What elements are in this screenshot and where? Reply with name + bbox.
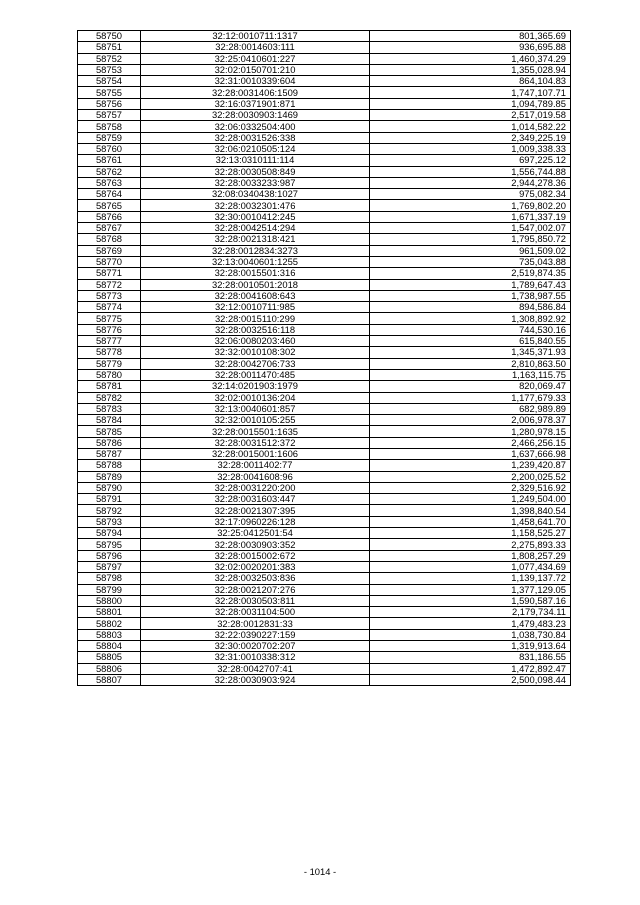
cadastral-number-cell: 32:28:0031512:372 — [141, 437, 370, 448]
value-amount-cell: 1,547,002.07 — [370, 223, 571, 234]
cadastral-number-cell: 32:14:0201903:1979 — [141, 381, 370, 392]
value-amount-cell: 1,795,850.72 — [370, 234, 571, 245]
cadastral-number-cell: 32:30:0020702:207 — [141, 641, 370, 652]
table-row — [78, 403, 571, 414]
cadastral-number-cell: 32:28:0015501:316 — [141, 268, 370, 279]
row-number-cell: 58771 — [78, 268, 141, 279]
value-amount-cell: 1,479,483.23 — [370, 618, 571, 629]
value-amount-cell: 682,989.89 — [370, 403, 571, 414]
table-row — [78, 369, 571, 380]
value-amount-cell: 1,319,913.64 — [370, 641, 571, 652]
row-number-cell: 58792 — [78, 505, 141, 516]
row-number-cell: 58784 — [78, 415, 141, 426]
row-number-cell: 58765 — [78, 200, 141, 211]
row-number-cell: 58772 — [78, 279, 141, 290]
row-number-cell: 58802 — [78, 618, 141, 629]
row-number-cell: 58775 — [78, 313, 141, 324]
cadastral-number-cell: 32:28:0032301:476 — [141, 200, 370, 211]
cadastral-number-cell: 32:28:0031104:500 — [141, 607, 370, 618]
cadastral-number-cell: 32:12:0010711:1317 — [141, 31, 370, 42]
value-amount-cell: 1,345,371.93 — [370, 347, 571, 358]
cadastral-number-cell: 32:25:0412501:54 — [141, 528, 370, 539]
value-amount-cell: 1,769,802.20 — [370, 200, 571, 211]
table-row — [78, 674, 571, 685]
cadastral-number-cell: 32:28:0015110:299 — [141, 313, 370, 324]
value-amount-cell: 1,789,647.43 — [370, 279, 571, 290]
value-amount-cell: 894,586.84 — [370, 302, 571, 313]
table-row — [78, 234, 571, 245]
value-amount-cell: 975,082.34 — [370, 189, 571, 200]
row-number-cell: 58783 — [78, 403, 141, 414]
table-row — [78, 641, 571, 652]
table-row — [78, 381, 571, 392]
cadastral-number-cell: 32:28:0012834:3273 — [141, 245, 370, 256]
cadastral-number-cell: 32:02:0010136:204 — [141, 392, 370, 403]
row-number-cell: 58800 — [78, 595, 141, 606]
cadastral-number-cell: 32:28:0014603:111 — [141, 42, 370, 53]
cadastral-number-cell: 32:28:0032503:836 — [141, 573, 370, 584]
row-number-cell: 58782 — [78, 392, 141, 403]
table-row — [78, 663, 571, 674]
cadastral-number-cell: 32:28:0030903:1469 — [141, 110, 370, 121]
row-number-cell: 58758 — [78, 121, 141, 132]
value-amount-cell: 2,179,734.11 — [370, 607, 571, 618]
value-amount-cell: 801,365.69 — [370, 31, 571, 42]
value-amount-cell: 744,530.16 — [370, 324, 571, 335]
row-number-cell: 58754 — [78, 76, 141, 87]
value-amount-cell: 936,695.88 — [370, 42, 571, 53]
row-number-cell: 58803 — [78, 629, 141, 640]
cadastral-number-cell: 32:28:0011402:77 — [141, 460, 370, 471]
row-number-cell: 58750 — [78, 31, 141, 42]
row-number-cell: 58774 — [78, 302, 141, 313]
row-number-cell: 58806 — [78, 663, 141, 674]
cadastral-number-cell: 32:28:0030503:811 — [141, 595, 370, 606]
table-row — [78, 132, 571, 143]
value-amount-cell: 1,038,730.84 — [370, 629, 571, 640]
table-row — [78, 595, 571, 606]
row-number-cell: 58751 — [78, 42, 141, 53]
table-row — [78, 31, 571, 42]
cadastral-number-cell: 32:28:0011470:485 — [141, 369, 370, 380]
cadastral-number-cell: 32:32:0010108:302 — [141, 347, 370, 358]
cadastral-value-table — [77, 30, 571, 686]
cadastral-number-cell: 32:28:0031406:1509 — [141, 87, 370, 98]
value-amount-cell: 1,249,504.00 — [370, 494, 571, 505]
cadastral-number-cell: 32:30:0010412:245 — [141, 211, 370, 222]
row-number-cell: 58781 — [78, 381, 141, 392]
table-row — [78, 98, 571, 109]
value-amount-cell: 1,280,978.15 — [370, 426, 571, 437]
row-number-cell: 58805 — [78, 652, 141, 663]
cadastral-number-cell: 32:28:0021307:395 — [141, 505, 370, 516]
row-number-cell: 58807 — [78, 674, 141, 685]
value-amount-cell: 1,671,337.19 — [370, 211, 571, 222]
table-row — [78, 437, 571, 448]
table-row — [78, 302, 571, 313]
table-row — [78, 550, 571, 561]
value-amount-cell: 2,349,225.19 — [370, 132, 571, 143]
row-number-cell: 58770 — [78, 256, 141, 267]
cadastral-number-cell: 32:28:0021318:421 — [141, 234, 370, 245]
value-amount-cell: 1,398,840.54 — [370, 505, 571, 516]
cadastral-number-cell: 32:32:0010105:255 — [141, 415, 370, 426]
row-number-cell: 58755 — [78, 87, 141, 98]
value-amount-cell: 1,094,789.85 — [370, 98, 571, 109]
value-amount-cell: 1,077,434.69 — [370, 561, 571, 572]
table-row — [78, 573, 571, 584]
table-row — [78, 358, 571, 369]
row-number-cell: 58793 — [78, 516, 141, 527]
value-amount-cell: 1,377,129.05 — [370, 584, 571, 595]
row-number-cell: 58785 — [78, 426, 141, 437]
value-amount-cell: 2,517,019.58 — [370, 110, 571, 121]
value-amount-cell: 2,006,978.37 — [370, 415, 571, 426]
value-amount-cell: 2,329,516.92 — [370, 482, 571, 493]
value-amount-cell: 1,177,679.33 — [370, 392, 571, 403]
value-amount-cell: 1,458,641.70 — [370, 516, 571, 527]
row-number-cell: 58756 — [78, 98, 141, 109]
table-row — [78, 155, 571, 166]
value-amount-cell: 1,009,338.33 — [370, 143, 571, 154]
row-number-cell: 58795 — [78, 539, 141, 550]
value-amount-cell: 1,637,666.98 — [370, 448, 571, 459]
row-number-cell: 58759 — [78, 132, 141, 143]
row-number-cell: 58757 — [78, 110, 141, 121]
cadastral-number-cell: 32:28:0030508:849 — [141, 166, 370, 177]
cadastral-number-cell: 32:28:0032516:118 — [141, 324, 370, 335]
cadastral-number-cell: 32:28:0015001:1606 — [141, 448, 370, 459]
row-number-cell: 58777 — [78, 336, 141, 347]
table-row — [78, 189, 571, 200]
table-row — [78, 618, 571, 629]
row-number-cell: 58799 — [78, 584, 141, 595]
cadastral-number-cell: 32:28:0030903:352 — [141, 539, 370, 550]
table-row — [78, 448, 571, 459]
row-number-cell: 58766 — [78, 211, 141, 222]
table-row — [78, 561, 571, 572]
value-amount-cell: 1,158,525.27 — [370, 528, 571, 539]
cadastral-number-cell: 32:06:0210505:124 — [141, 143, 370, 154]
value-amount-cell: 1,308,892.92 — [370, 313, 571, 324]
row-number-cell: 58797 — [78, 561, 141, 572]
table-row — [78, 629, 571, 640]
cadastral-number-cell: 32:28:0042706:733 — [141, 358, 370, 369]
row-number-cell: 58778 — [78, 347, 141, 358]
row-number-cell: 58790 — [78, 482, 141, 493]
table-row — [78, 143, 571, 154]
table-row — [78, 42, 571, 53]
cadastral-number-cell: 32:28:0042514:294 — [141, 223, 370, 234]
row-number-cell: 58804 — [78, 641, 141, 652]
cadastral-number-cell: 32:28:0021207:276 — [141, 584, 370, 595]
cadastral-number-cell: 32:28:0042707:41 — [141, 663, 370, 674]
row-number-cell: 58764 — [78, 189, 141, 200]
table-row — [78, 211, 571, 222]
table-row — [78, 392, 571, 403]
row-number-cell: 58762 — [78, 166, 141, 177]
cadastral-number-cell: 32:28:0012831:33 — [141, 618, 370, 629]
table-row — [78, 652, 571, 663]
row-number-cell: 58788 — [78, 460, 141, 471]
row-number-cell: 58763 — [78, 177, 141, 188]
cadastral-number-cell: 32:28:0015501:1635 — [141, 426, 370, 437]
value-amount-cell: 735,043.88 — [370, 256, 571, 267]
value-amount-cell: 1,747,107.71 — [370, 87, 571, 98]
cadastral-number-cell: 32:28:0041608:96 — [141, 471, 370, 482]
table-row — [78, 64, 571, 75]
cadastral-number-cell: 32:31:0010339:604 — [141, 76, 370, 87]
cadastral-number-cell: 32:02:0150701:210 — [141, 64, 370, 75]
cadastral-number-cell: 32:28:0031603:447 — [141, 494, 370, 505]
table-row — [78, 494, 571, 505]
table-body — [78, 31, 571, 686]
table-row — [78, 347, 571, 358]
row-number-cell: 58760 — [78, 143, 141, 154]
value-amount-cell: 2,200,025.52 — [370, 471, 571, 482]
table-row — [78, 584, 571, 595]
cadastral-number-cell: 32:06:0332504:400 — [141, 121, 370, 132]
row-number-cell: 58752 — [78, 53, 141, 64]
table-row — [78, 256, 571, 267]
cadastral-number-cell: 32:25:0410601:227 — [141, 53, 370, 64]
row-number-cell: 58787 — [78, 448, 141, 459]
value-amount-cell: 1,460,374.29 — [370, 53, 571, 64]
row-number-cell: 58767 — [78, 223, 141, 234]
row-number-cell: 58796 — [78, 550, 141, 561]
table-row — [78, 110, 571, 121]
cadastral-number-cell: 32:22:0390227:159 — [141, 629, 370, 640]
row-number-cell: 58801 — [78, 607, 141, 618]
value-amount-cell: 1,556,744.88 — [370, 166, 571, 177]
row-number-cell: 58798 — [78, 573, 141, 584]
row-number-cell: 58769 — [78, 245, 141, 256]
row-number-cell: 58780 — [78, 369, 141, 380]
value-amount-cell: 1,355,028.94 — [370, 64, 571, 75]
table-row — [78, 53, 571, 64]
cadastral-number-cell: 32:08:0340438:1027 — [141, 189, 370, 200]
table-row — [78, 505, 571, 516]
row-number-cell: 58768 — [78, 234, 141, 245]
row-number-cell: 58779 — [78, 358, 141, 369]
value-amount-cell: 2,500,098.44 — [370, 674, 571, 685]
table-row — [78, 76, 571, 87]
table-row — [78, 607, 571, 618]
table-row — [78, 121, 571, 132]
row-number-cell: 58786 — [78, 437, 141, 448]
cadastral-number-cell: 32:02:0020201:383 — [141, 561, 370, 572]
cadastral-number-cell: 32:16:0371901:871 — [141, 98, 370, 109]
value-amount-cell: 831,186.55 — [370, 652, 571, 663]
cadastral-number-cell: 32:28:0031526:338 — [141, 132, 370, 143]
cadastral-number-cell: 32:13:0040601:857 — [141, 403, 370, 414]
table-row — [78, 166, 571, 177]
table-row — [78, 516, 571, 527]
table-row — [78, 415, 571, 426]
value-amount-cell: 961,509.02 — [370, 245, 571, 256]
table-row — [78, 223, 571, 234]
row-number-cell: 58773 — [78, 290, 141, 301]
value-amount-cell: 864,104.83 — [370, 76, 571, 87]
cadastral-number-cell: 32:06:0080203:460 — [141, 336, 370, 347]
table-row — [78, 539, 571, 550]
value-amount-cell: 2,275,893.33 — [370, 539, 571, 550]
table-row — [78, 177, 571, 188]
cadastral-number-cell: 32:28:0041608:643 — [141, 290, 370, 301]
row-number-cell: 58753 — [78, 64, 141, 75]
page-number: - 1014 - — [303, 866, 337, 877]
cadastral-number-cell: 32:13:0040601:1255 — [141, 256, 370, 267]
value-amount-cell: 1,139,137.72 — [370, 573, 571, 584]
table-row — [78, 336, 571, 347]
cadastral-number-cell: 32:28:0030903:924 — [141, 674, 370, 685]
row-number-cell: 58789 — [78, 471, 141, 482]
cadastral-number-cell: 32:28:0031220:200 — [141, 482, 370, 493]
table-row — [78, 200, 571, 211]
table-row — [78, 268, 571, 279]
cadastral-number-cell: 32:31:0010338:312 — [141, 652, 370, 663]
row-number-cell: 58761 — [78, 155, 141, 166]
value-amount-cell: 1,014,582.22 — [370, 121, 571, 132]
cadastral-number-cell: 32:28:0015002:672 — [141, 550, 370, 561]
table-row — [78, 313, 571, 324]
value-amount-cell: 820,069.47 — [370, 381, 571, 392]
value-amount-cell: 1,590,587.16 — [370, 595, 571, 606]
cadastral-number-cell: 32:17:0960226:128 — [141, 516, 370, 527]
value-amount-cell: 1,163,115.75 — [370, 369, 571, 380]
table-row — [78, 471, 571, 482]
table-row — [78, 87, 571, 98]
value-amount-cell: 615,840.55 — [370, 336, 571, 347]
value-amount-cell: 2,519,874.35 — [370, 268, 571, 279]
table-row — [78, 324, 571, 335]
table-row — [78, 528, 571, 539]
row-number-cell: 58791 — [78, 494, 141, 505]
row-number-cell: 58776 — [78, 324, 141, 335]
table-row — [78, 245, 571, 256]
cadastral-number-cell: 32:13:0310111:114 — [141, 155, 370, 166]
cadastral-number-cell: 32:28:0033233:987 — [141, 177, 370, 188]
value-amount-cell: 1,808,257.29 — [370, 550, 571, 561]
value-amount-cell: 2,944,278.36 — [370, 177, 571, 188]
value-amount-cell: 1,472,892.47 — [370, 663, 571, 674]
cadastral-number-cell: 32:28:0010501:2018 — [141, 279, 370, 290]
value-amount-cell: 1,738,987.55 — [370, 290, 571, 301]
value-amount-cell: 1,239,420.87 — [370, 460, 571, 471]
cadastral-number-cell: 32:12:0010711:985 — [141, 302, 370, 313]
value-amount-cell: 2,466,256.15 — [370, 437, 571, 448]
table-row — [78, 279, 571, 290]
table-row — [78, 290, 571, 301]
table-row — [78, 426, 571, 437]
table-row — [78, 460, 571, 471]
value-amount-cell: 2,810,863.50 — [370, 358, 571, 369]
row-number-cell: 58794 — [78, 528, 141, 539]
table-row — [78, 482, 571, 493]
value-amount-cell: 697,225.12 — [370, 155, 571, 166]
